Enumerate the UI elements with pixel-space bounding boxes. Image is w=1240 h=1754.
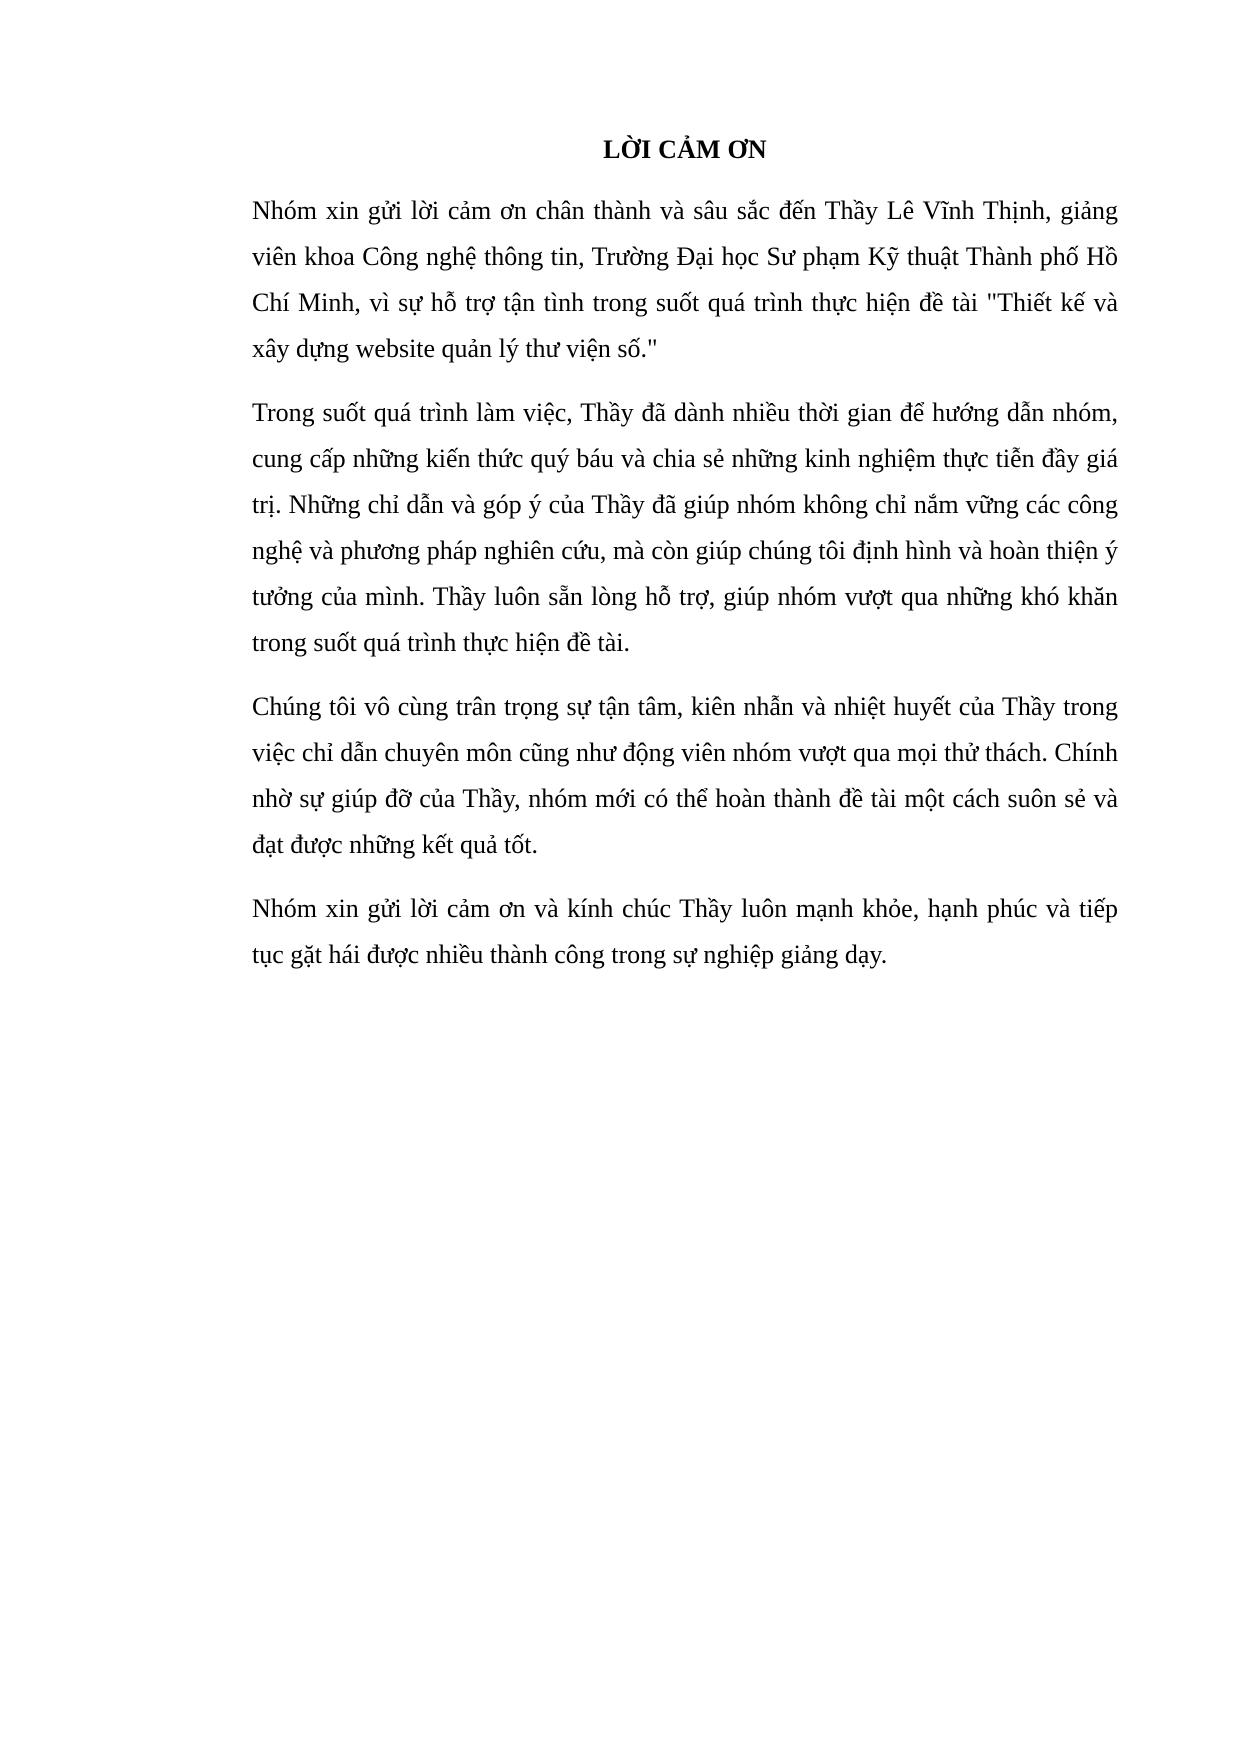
paragraph-4: Nhóm xin gửi lời cảm ơn và kính chúc Thầy luôn mạnh khỏe, hạnh phúc và tiếp tục gặt hái được nhiều thành công trong sự nghiệp giảng dạy.	[252, 894, 1118, 969]
page-title: LỜI CẢM ƠN	[603, 135, 767, 164]
paragraph-3: Chúng tôi vô cùng trân trọng sự tận tâm, kiên nhẫn và nhiệt huyết của Thầy trong việc chỉ dẫn chuyên môn cũng như động viên nhóm vượt qua mọi thử thách. Chính nhờ sự giúp đỡ của Thầy, nhóm mới có thể hoàn thành đề tài một cách suôn sẻ và đạt được những kết quả tốt.	[252, 692, 1118, 859]
paragraph-2: Trong suốt quá trình làm việc, Thầy đã dành nhiều thời gian để hướng dẫn nhóm, cung cấp những kiến thức quý báu và chia sẻ những kinh nghiệm thực tiễn đầy giá trị. Những chỉ dẫn và góp ý của Thầy đã giúp nhóm không chỉ nắm vững các công nghệ và phương pháp nghiên cứu, mà còn giúp chúng tôi định hình và hoàn thiện ý tưởng của mình. Thầy luôn sẵn lòng hỗ trợ, giúp nhóm vượt qua những khó khăn trong suốt quá trình thực hiện đề tài.	[252, 398, 1118, 657]
document-body	[252, 130, 1118, 978]
paragraph-1: Nhóm xin gửi lời cảm ơn chân thành và sâu sắc đến Thầy Lê Vĩnh Thịnh, giảng viên khoa Công nghệ thông tin, Trường Đại học Sư phạm Kỹ thuật Thành phố Hồ Chí Minh, vì sự hỗ trợ tận tình trong suốt quá trình thực hiện đề tài "Thiết kế và xây dựng website quản lý thư viện số."	[252, 196, 1118, 363]
